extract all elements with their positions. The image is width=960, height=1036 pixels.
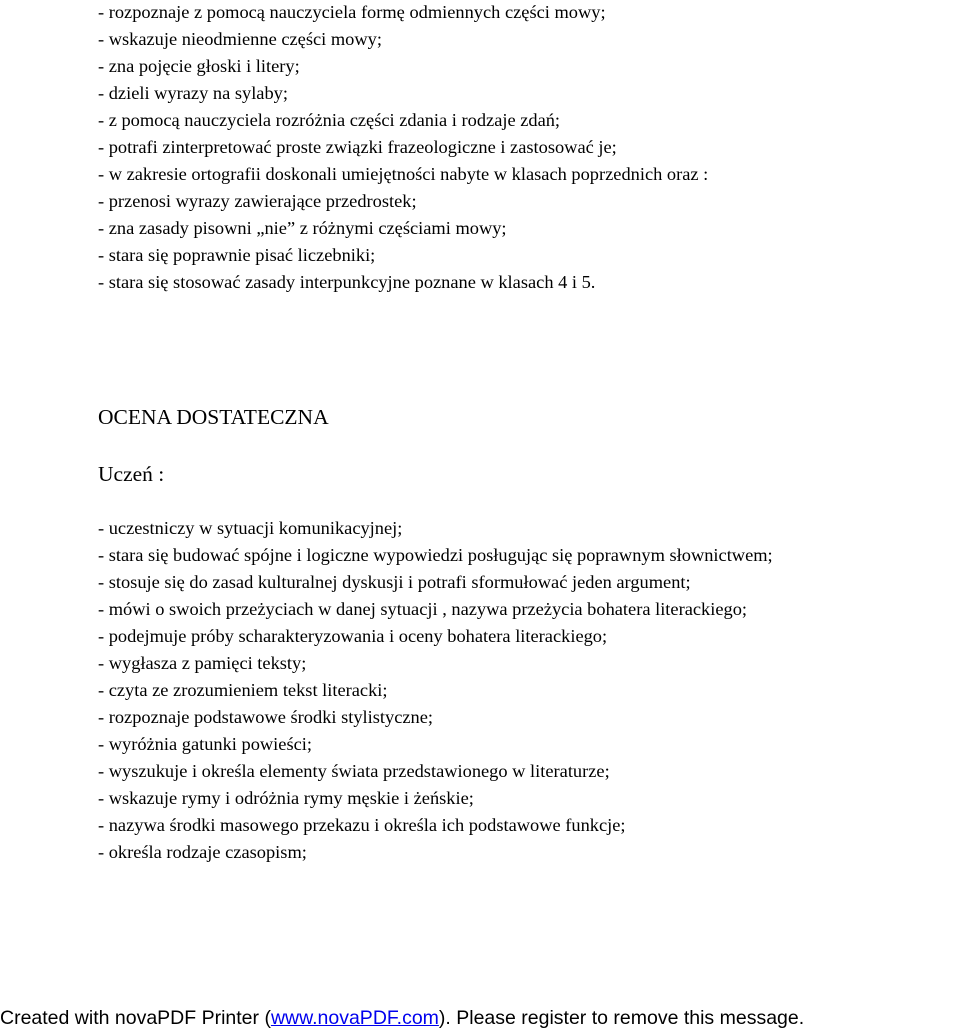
list-item: - stosuje się do zasad kulturalnej dyskusji i potrafi sformułować jeden argument; xyxy=(98,572,691,592)
list-item: - wygłasza z pamięci teksty; xyxy=(98,653,307,673)
list-item: - wyszukuje i określa elementy świata przedstawionego w literaturze; xyxy=(98,761,610,781)
watermark-footer xyxy=(0,1004,804,1032)
list-item: - rozpoznaje z pomocą nauczyciela formę odmiennych części mowy; xyxy=(98,2,606,22)
list-item: - stara się poprawnie pisać liczebniki; xyxy=(98,245,376,265)
list-item: - przenosi wyrazy zawierające przedrostek; xyxy=(98,191,417,211)
section-subject: Uczeń : xyxy=(98,462,165,486)
footer-prefix: Created with novaPDF Printer ( xyxy=(0,1007,271,1029)
list-item: - zna pojęcie głoski i litery; xyxy=(98,56,300,76)
novapdf-link[interactable]: www.novaPDF.com xyxy=(270,1007,439,1029)
list-item: - potrafi zinterpretować proste związki frazeologiczne i zastosować je; xyxy=(98,137,617,157)
list-item: - wskazuje nieodmienne części mowy; xyxy=(98,29,382,49)
list-item: - rozpoznaje podstawowe środki stylistyczne; xyxy=(98,707,434,727)
list-item: - z pomocą nauczyciela rozróżnia części zdania i rodzaje zdań; xyxy=(98,110,561,130)
list-item: - uczestniczy w sytuacji komunikacyjnej; xyxy=(98,518,403,538)
list-item: - wyróżnia gatunki powieści; xyxy=(98,734,312,754)
list-item: - wskazuje rymy i odróżnia rymy męskie i żeńskie; xyxy=(98,788,474,808)
list-item: - stara się budować spójne i logiczne wypowiedzi posługując się poprawnym słownictwem; xyxy=(98,545,773,565)
list-item: - określa rodzaje czasopism; xyxy=(98,842,307,862)
list-item: - podejmuje próby scharakteryzowania i oceny bohatera literackiego; xyxy=(98,626,608,646)
list-item: - mówi o swoich przeżyciach w danej sytuacji , nazywa przeżycia bohatera literackiego; xyxy=(98,599,747,619)
list-item: - dzieli wyrazy na sylaby; xyxy=(98,83,288,103)
list-item: - czyta ze zrozumieniem tekst literacki; xyxy=(98,680,388,700)
grade-requirements-list xyxy=(98,515,773,866)
section-heading: OCENA DOSTATECZNA xyxy=(98,405,329,429)
list-item: - zna zasady pisowni „nie” z różnymi częściami mowy; xyxy=(98,218,507,238)
list-item: - w zakresie ortografii doskonali umiejętności nabyte w klasach poprzednich oraz : xyxy=(98,164,709,184)
list-item: - stara się stosować zasady interpunkcyjne poznane w klasach 4 i 5. xyxy=(98,272,596,292)
list-item: - nazywa środki masowego przekazu i określa ich podstawowe funkcje; xyxy=(98,815,626,835)
footer-suffix: ). Please register to remove this message. xyxy=(438,1007,805,1029)
intro-requirements-list xyxy=(98,0,708,296)
